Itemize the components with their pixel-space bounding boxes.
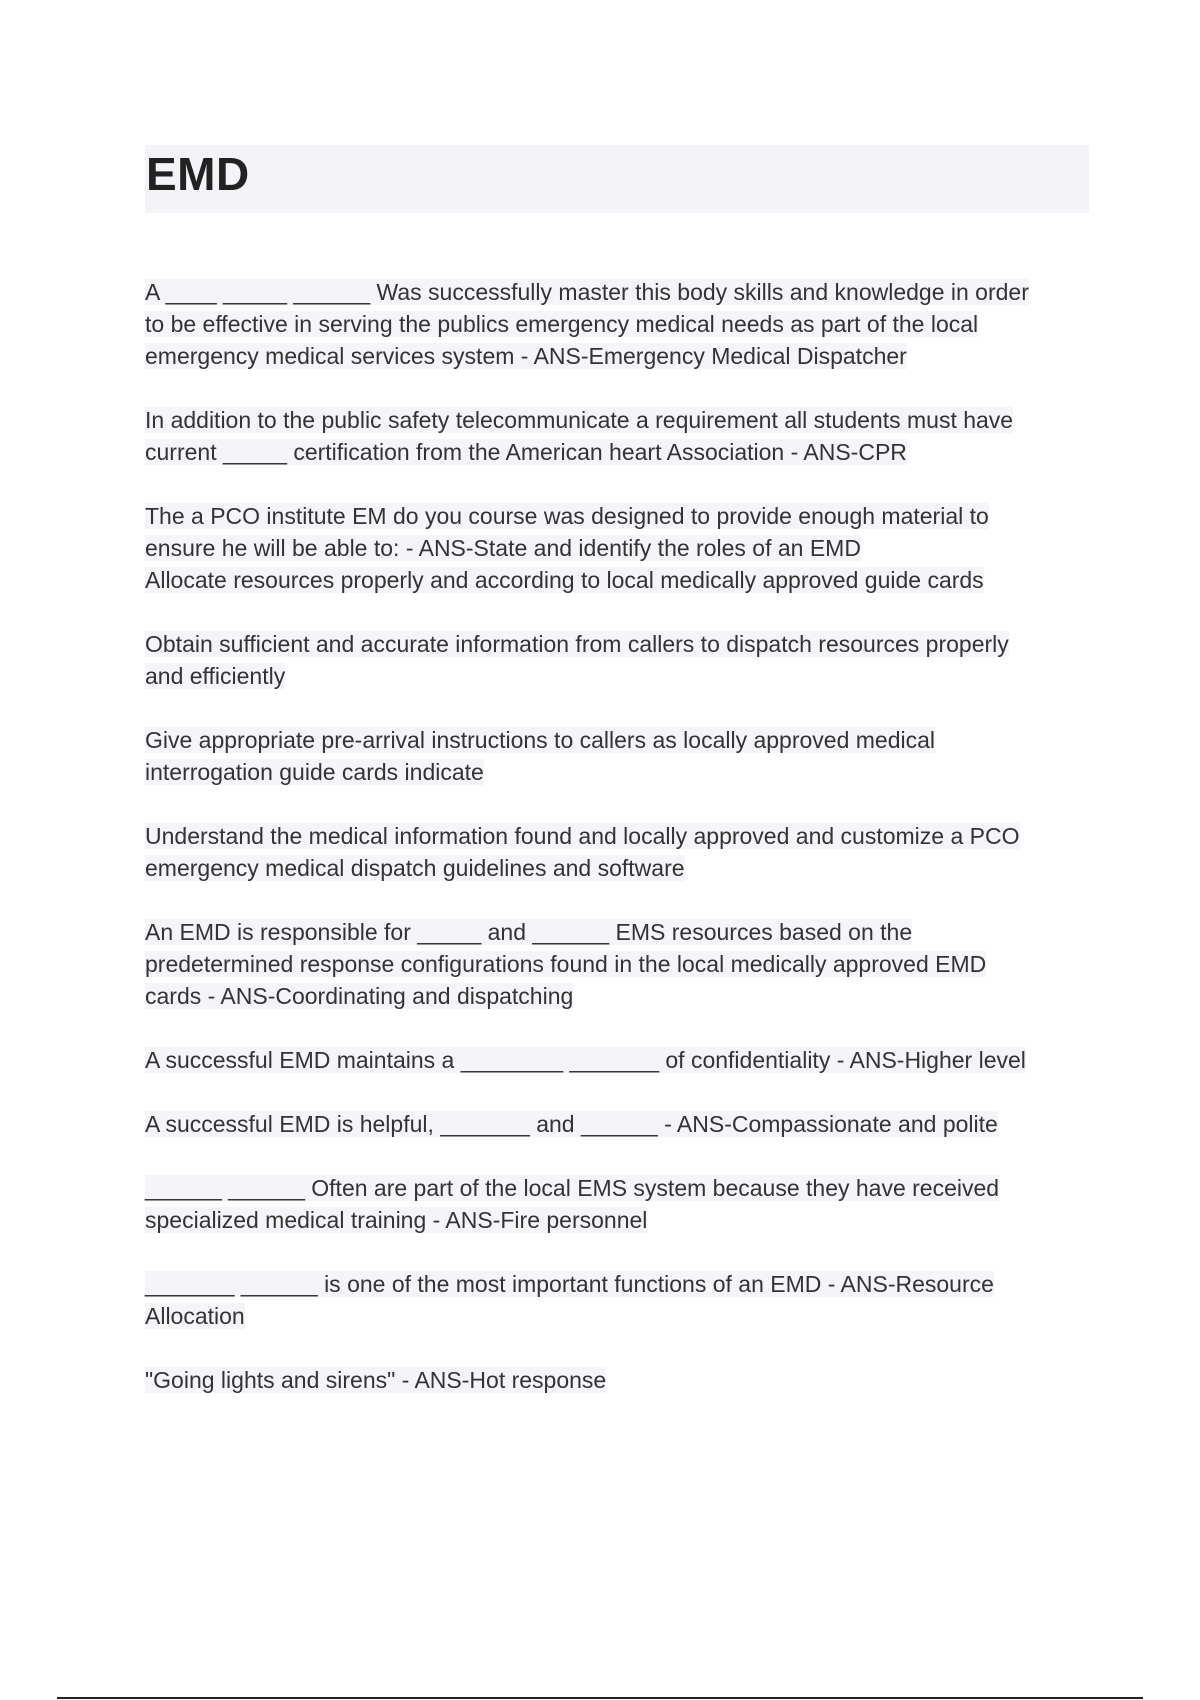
flashcard-text-line: A successful EMD maintains a ________ _______ of confidentiality - ANS-Higher level bbox=[145, 1047, 1026, 1073]
flashcard-text-line: Allocate resources properly and according to local medically approved guide cards bbox=[145, 567, 984, 593]
footer-divider bbox=[57, 1697, 1143, 1699]
flashcard-text-line: An EMD is responsible for _____ and ______ EMS resources based on the bbox=[145, 919, 913, 945]
flashcard-2 bbox=[145, 404, 1089, 468]
flashcard-6 bbox=[145, 820, 1089, 884]
document-title: EMD bbox=[146, 148, 250, 200]
flashcard-3 bbox=[145, 500, 1089, 596]
flashcard-text-line: A successful EMD is helpful, _______ and ______ - ANS-Compassionate and polite bbox=[145, 1111, 998, 1137]
flashcard-text-line: emergency medical services system - ANS-Emergency Medical Dispatcher bbox=[145, 343, 907, 369]
flashcard-text-line: _______ ______ is one of the most important functions of an EMD - ANS-Resource bbox=[145, 1271, 994, 1297]
flashcard-10 bbox=[145, 1172, 1089, 1236]
flashcard-text-line: Obtain sufficient and accurate information from callers to dispatch resources properly bbox=[145, 631, 1009, 657]
flashcard-1 bbox=[145, 276, 1089, 372]
flashcard-text-line: cards - ANS-Coordinating and dispatching bbox=[145, 983, 574, 1009]
flashcard-text-line: Allocation bbox=[145, 1303, 245, 1329]
flashcard-text-line: current _____ certification from the American heart Association - ANS-CPR bbox=[145, 439, 907, 465]
flashcard-text-line: and efficiently bbox=[145, 663, 286, 689]
flashcard-text-line: In addition to the public safety telecommunicate a requirement all students must have bbox=[145, 407, 1014, 433]
flashcard-8 bbox=[145, 1044, 1089, 1076]
flashcard-text-line: Give appropriate pre-arrival instructions to callers as locally approved medical bbox=[145, 727, 936, 753]
flashcard-11 bbox=[145, 1268, 1089, 1332]
flashcard-7 bbox=[145, 916, 1089, 1012]
flashcard-text-line: Understand the medical information found and locally approved and customize a PCO bbox=[145, 823, 1020, 849]
flashcard-text-line: ______ ______ Often are part of the local EMS system because they have received bbox=[145, 1175, 1000, 1201]
flashcard-text-line: emergency medical dispatch guidelines and software bbox=[145, 855, 685, 881]
flashcard-text-line: The a PCO institute EM do you course was designed to provide enough material to bbox=[145, 503, 989, 529]
flashcard-5 bbox=[145, 724, 1089, 788]
flashcard-text-line: "Going lights and sirens" - ANS-Hot response bbox=[145, 1367, 607, 1393]
flashcard-list bbox=[145, 276, 1089, 1428]
flashcard-text-line: ensure he will be able to: - ANS-State and identify the roles of an EMD bbox=[145, 535, 861, 561]
flashcard-text-line: interrogation guide cards indicate bbox=[145, 759, 484, 785]
flashcard-text-line: to be effective in serving the publics emergency medical needs as part of the local bbox=[145, 311, 979, 337]
flashcard-9 bbox=[145, 1108, 1089, 1140]
flashcard-12 bbox=[145, 1364, 1089, 1396]
flashcard-text-line: predetermined response configurations found in the local medically approved EMD bbox=[145, 951, 987, 977]
flashcard-text-line: A ____ _____ ______ Was successfully master this body skills and knowledge in order bbox=[145, 279, 1029, 305]
flashcard-4 bbox=[145, 628, 1089, 692]
flashcard-text-line: specialized medical training - ANS-Fire personnel bbox=[145, 1207, 648, 1233]
title-band bbox=[145, 145, 1089, 213]
